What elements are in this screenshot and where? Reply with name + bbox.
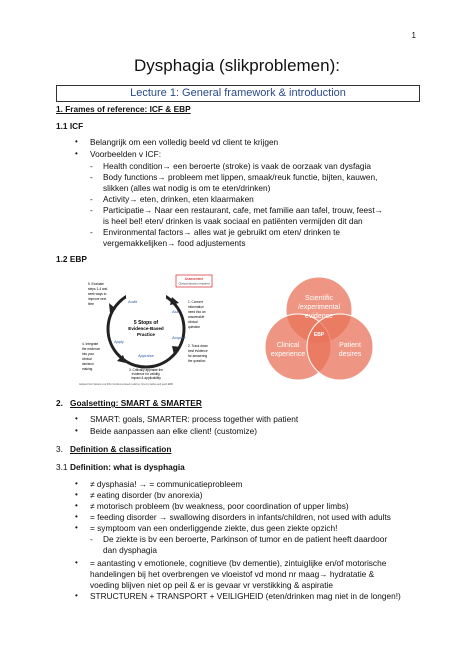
cycle-label-appraise: Appraise <box>138 353 154 358</box>
assessment-sub: Clinical decision required <box>178 281 210 286</box>
page-title: Dysphagia (slikproblemen): <box>134 56 340 75</box>
section-2-number: 2. <box>56 398 63 408</box>
venn-label-patient: Patient desires <box>338 342 362 358</box>
definition-sub-item: dan dysphagia <box>103 545 157 555</box>
icf-sub-item: vergemakkelijken→ food adjustements <box>103 238 246 248</box>
cycle-step-5: 5. Evaluate steps 1-4 and seek ways to improve next time <box>88 282 108 306</box>
section-3-number: 3. <box>56 444 63 454</box>
venn-center-label: EBP <box>313 332 325 338</box>
cycle-step-1: 1. Convert information need into an answerable clinical question <box>188 300 206 329</box>
section-3-title: Definition & classification <box>70 444 172 454</box>
section-3-1-number: 3.1 <box>56 462 68 472</box>
definition-item: = symptoom van een onderliggende ziekte, dus geen ziekte opzich! <box>90 523 338 533</box>
definition-item: ≠ motorisch probleem (bv weakness, poor coordination of upper limbs) <box>90 501 349 511</box>
dash-icon: - <box>90 534 93 544</box>
icf-sub-item: Health condition→ een beroerte (stroke) is vaak de oorzaak van dysfagia <box>103 161 371 171</box>
bullet-icon: • <box>75 490 78 499</box>
icf-sub-item: is heel bel! eten/ drinken is vaak sociaal en patiënten vermijden dit dan <box>103 216 363 226</box>
venn-label-scientific: Scientific /experimental evidence <box>297 295 341 320</box>
definition-item: ≠ dysphasia! → = communicatieprobleem <box>90 479 243 489</box>
section-1-title: 1. Frames of reference: ICF & EBP <box>56 104 191 114</box>
cycle-center-line3: Practice <box>137 332 155 337</box>
bullet-icon: • <box>75 558 78 567</box>
dash-icon: - <box>90 172 93 182</box>
bullet-icon: • <box>75 501 78 510</box>
icf-sub-item: Activity→ eten, drinken, eten klaarmaken <box>103 194 254 204</box>
dash-icon: - <box>90 194 93 204</box>
cycle-step-4: 4. Integrate the evidence into your clinical decision making <box>82 342 101 371</box>
definition-item: ≠ eating disorder (bv anorexia) <box>90 490 203 500</box>
cycle-step-2: 2. Track down best evidence for answering the question <box>188 344 208 363</box>
icf-sub-item: Body functions→ probleem met lippen, smaak/reuk functie, bijten, kauwen, <box>103 172 378 182</box>
bullet-icon: • <box>75 523 78 532</box>
dash-icon: - <box>90 205 93 215</box>
icf-sub-item: slikken (alles wat nodig is om te eten/drinken) <box>103 183 271 193</box>
page-number: 1 <box>411 31 416 40</box>
bullet-icon: • <box>75 426 78 435</box>
section-1-1-heading: 1.1 ICF <box>56 121 84 131</box>
icf-sub-item: Participatie→ Naar een restaurant, cafe, met familie aan tafel, trouw, feest→ <box>103 205 383 215</box>
icf-sub-item: Environmental factors→ alles wat je gebruikt om eten/ drinken te <box>103 227 341 237</box>
section-1-2-heading: 1.2 EBP <box>56 254 87 264</box>
cycle-step-3: 3. Critically appraise the evidence for validity, impact & applicability <box>128 368 164 380</box>
cycle-footer: Adapted from Sackett et al 2011 / Evidence-based medicine: how to practice and teach EBM <box>79 384 173 386</box>
cycle-label-acquire: Acquire <box>172 335 186 340</box>
cycle-center-line2: Evidence-Based <box>128 326 164 331</box>
dash-icon: - <box>90 227 93 237</box>
definition-item: STRUCTUREN + TRANSPORT + VEILIGHEID (eten/drinken mag niet in de longen!) <box>90 591 401 601</box>
section-3-1-title: Definition: what is dysphagia <box>70 462 185 472</box>
assessment-label: Assessment <box>184 277 204 281</box>
ebp-cycle-diagram <box>76 267 218 387</box>
definition-item-cont: handelingen bij het overbrengen ve vloeistof vd mond nr maag→ hydratatie & <box>90 569 375 579</box>
smart-item: SMART: goals, SMARTER: process together with patient <box>90 414 299 424</box>
cycle-label-ask: Ask <box>172 309 179 314</box>
bullet-icon: • <box>75 479 78 488</box>
section-2-title: Goalsetting: SMART & SMARTER <box>70 398 202 408</box>
bullet-icon: • <box>75 414 78 423</box>
cycle-label-audit: Audit <box>128 299 138 304</box>
bullet-icon: • <box>75 591 78 600</box>
icf-item: Belangrijk om een volledig beeld vd client te krijgen <box>90 137 279 147</box>
lecture-box: Lecture 1: General framework & introduction <box>56 85 420 102</box>
bullet-icon: • <box>75 137 78 146</box>
cycle-arrow-icon <box>170 297 179 305</box>
dash-icon: - <box>90 161 93 171</box>
definition-item-cont: voeding blijven niet op peil & er is gevaar vr verstikking & aspiratie <box>90 580 334 590</box>
cycle-label-apply: Apply <box>114 339 125 344</box>
smart-item: Beide aanpassen aan elke client! (customize) <box>90 426 257 436</box>
cycle-center-line1: 5 Stops of <box>133 320 159 326</box>
section-1-heading <box>56 104 191 115</box>
definition-item: = aantasting v emotionele, cognitieve (bv dementie), zintuiglijke en/of motorische <box>90 558 387 568</box>
venn-label-clinical: Clinical experience <box>270 342 306 358</box>
definition-item: = feeding disorder → swallowing disorders in infants/children, not used with adults <box>90 512 391 522</box>
top-box-bg <box>126 289 166 298</box>
icf-item: Voorbeelden v ICF: <box>90 149 162 159</box>
ebp-venn-diagram <box>258 270 380 388</box>
bullet-icon: • <box>75 512 78 521</box>
bullet-icon: • <box>75 149 78 158</box>
definition-sub-item: De ziekte is bv een beroerte, Parkinson of tumor en de patient heeft daardoor <box>103 534 388 544</box>
